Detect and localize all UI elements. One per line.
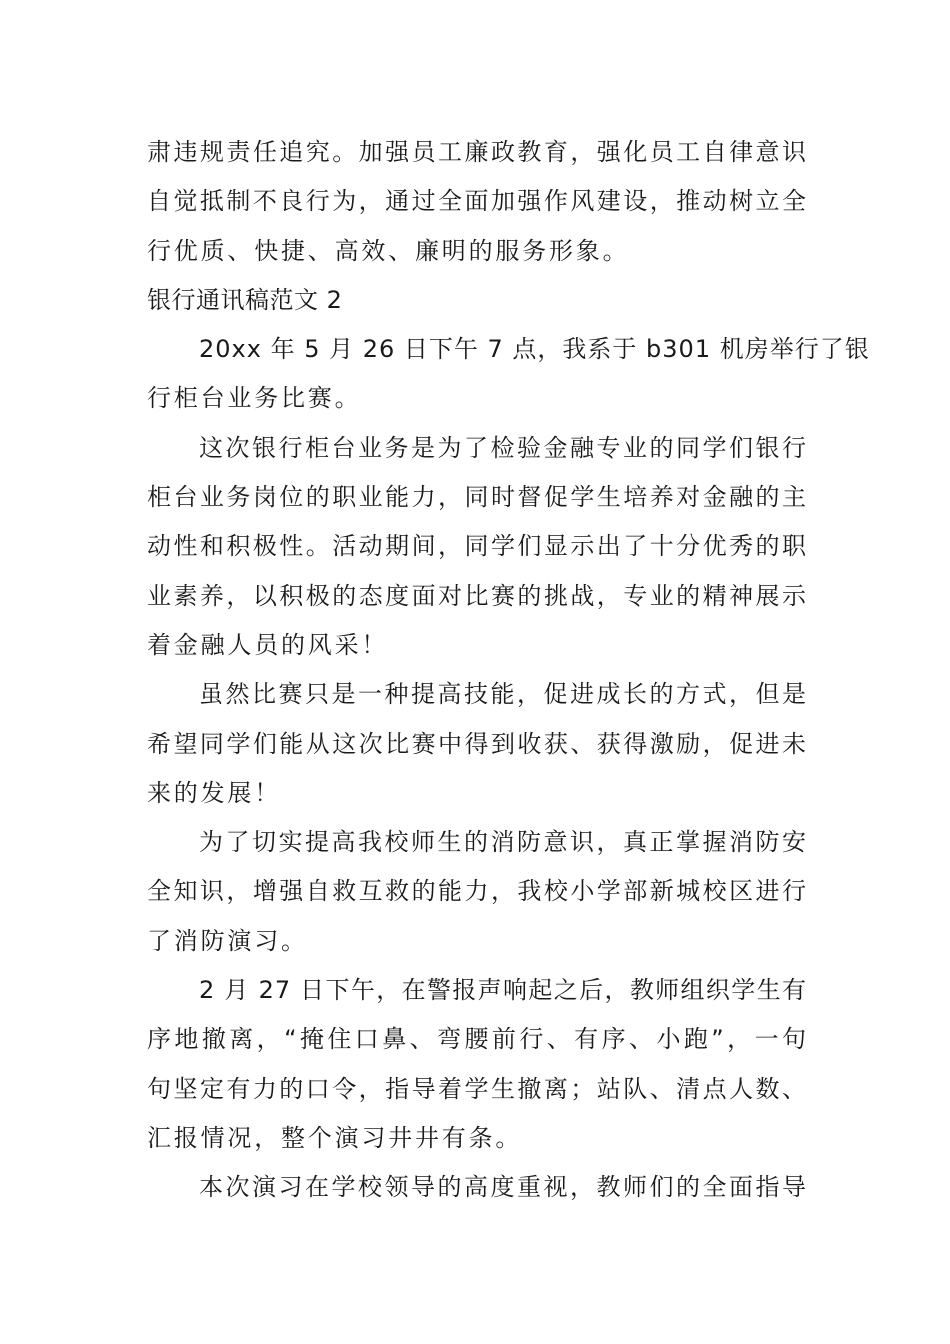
paragraph-line: 20xx 年 5 月 26 日下午 7 点，我系于 b301 机房举行了银 [199,335,870,364]
paragraph-line: 着金融人员的风采！ [147,630,389,659]
document-body [147,128,870,1213]
paragraph-line: 2 月 27 日下午，在警报声响起之后，教师组织学生有 [199,976,807,1005]
paragraph-line: 全知识，增强自救互救的能力，我校小学部新城校区进行 [147,877,807,906]
paragraph-line: 了消防演习。 [147,926,308,955]
paragraph-line: 柜台业务岗位的职业能力，同时督促学生培养对金融的主 [147,483,807,512]
paragraph-line: 虽然比赛只是一种提高技能，促进成长的方式，但是 [199,680,807,709]
paragraph-line: 行柜台业务比赛。 [147,384,362,413]
section-heading: 银行通讯稿范文 2 [147,285,343,314]
paragraph-line: 序地撤离，“掩住口鼻、弯腰前行、有序、小跑”，一句 [147,1025,807,1054]
paragraph-line: 行优质、快捷、高效、廉明的服务形象。 [147,236,630,265]
paragraph-line: 业素养，以积极的态度面对比赛的挑战，专业的精神展示 [147,581,807,610]
paragraph-line: 句坚定有力的口令，指导着学生撤离；站队、清点人数、 [147,1074,807,1103]
paragraph-line: 来的发展！ [147,778,281,807]
paragraph-line: 自觉抵制不良行为，通过全面加强作风建设，推动树立全 [147,187,807,216]
paragraph-line: 本次演习在学校领导的高度重视，教师们的全面指导 [199,1173,807,1202]
paragraph-line: 为了切实提高我校师生的消防意识，真正掌握消防安 [199,828,807,857]
paragraph-line: 这次银行柜台业务是为了检验金融专业的同学们银行 [199,433,807,462]
paragraph-line: 动性和积极性。活动期间，同学们显示出了十分优秀的职 [147,532,807,561]
paragraph-line: 肃违规责任追究。加强员工廉政教育，强化员工自律意识 [147,138,807,166]
paragraph-line: 汇报情况，整个演习井井有条。 [147,1123,523,1152]
paragraph-line: 希望同学们能从这次比赛中得到收获、获得激励，促进未 [147,729,807,758]
